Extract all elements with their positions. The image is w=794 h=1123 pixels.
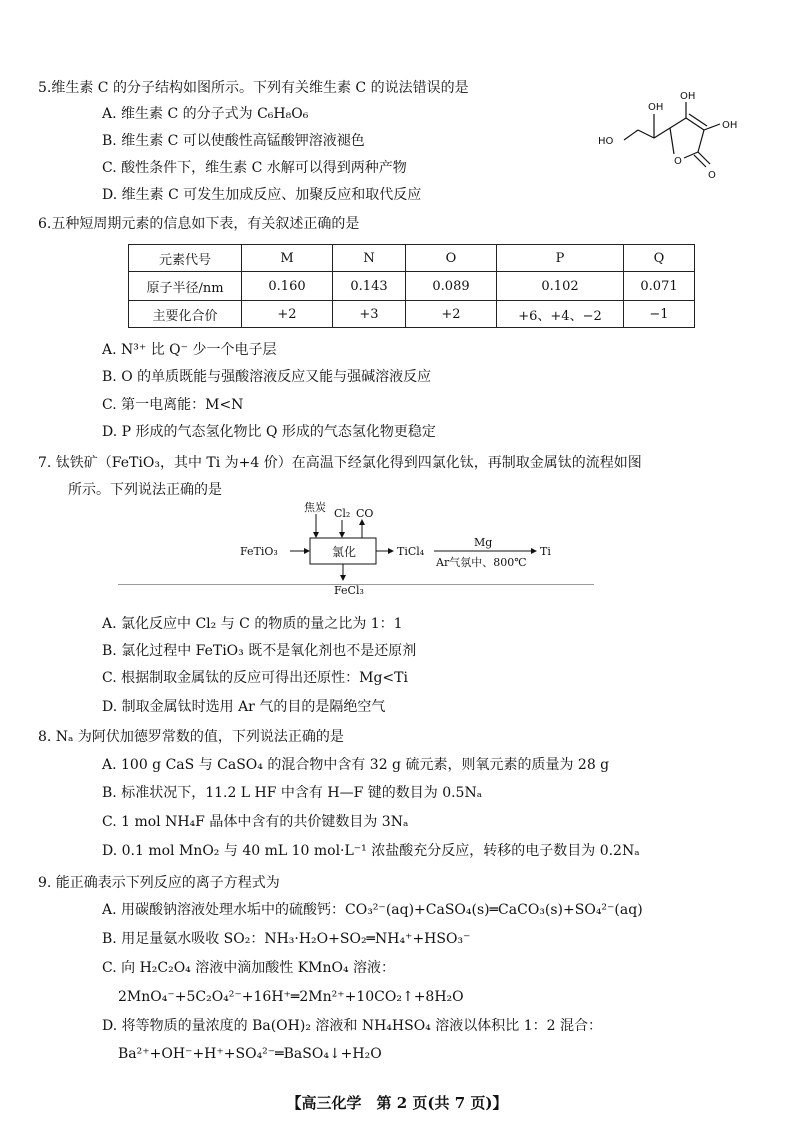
table-cell: 0.089: [406, 272, 497, 301]
table-cell: 0.143: [333, 272, 406, 301]
q8-option-b: B. 标准状况下，11.2 L HF 中含有 H—F 键的数目为 0.5Nₐ: [102, 785, 483, 801]
q6-option-b: B. O 的单质既能与强酸溶液反应又能与强碱溶液反应: [102, 369, 432, 385]
table-cell: 0.071: [624, 272, 695, 301]
q5-option-d: D. 维生素 C 可发生加成反应、加聚反应和取代反应: [102, 187, 422, 203]
table-cell: P: [497, 245, 624, 272]
vitamin-c-structure-diagram: [594, 88, 764, 188]
struct-ho-left-label: HO: [598, 136, 614, 147]
table-cell: −1: [624, 301, 695, 328]
q7-option-c: C. 根据制取金属钛的反应可得出还原性：Mg<Ti: [102, 670, 408, 686]
flow-product-label: Ti: [540, 545, 551, 558]
table-cell: 0.102: [497, 272, 624, 301]
flow-input-label: FeTiO₃: [240, 545, 278, 558]
q5-option-a: A. 维生素 C 的分子式为 C₆H₈O₆: [102, 106, 309, 122]
struct-carbonyl-o-label: O: [708, 170, 716, 181]
struct-ring-o-label: O: [674, 156, 682, 167]
table-cell: +6、+4、−2: [497, 301, 624, 328]
q9-option-b: B. 用足量氨水吸收 SO₂：NH₃·H₂O+SO₂═NH₄⁺+HSO₃⁻: [102, 931, 471, 947]
table-cell: +2: [242, 301, 333, 328]
q7-option-b: B. 氯化过程中 FeTiO₃ 既不是氧化剂也不是还原剂: [102, 643, 417, 659]
table-cell: Q: [624, 245, 695, 272]
struct-oh-top2-label: OH: [680, 91, 696, 102]
page-footer: 【高三化学 第 2 页(共 7 页)】: [286, 1094, 508, 1112]
q8-option-c: C. 1 mol NH₄F 晶体中含有的共价键数目为 3Nₐ: [102, 814, 409, 830]
q8-stem: 8. Nₐ 为阿伏加德罗常数的值，下列说法正确的是: [38, 729, 344, 745]
q6-option-d: D. P 形成的气态氢化物比 Q 形成的气态氢化物更稳定: [102, 424, 436, 440]
flow-reagent-label: Mg: [474, 536, 493, 549]
q9-option-d: D. 将等物质的量浓度的 Ba(OH)₂ 溶液和 NH₄HSO₄ 溶液以体积比 1：2 混合：: [102, 1018, 602, 1034]
table-cell: 0.160: [242, 272, 333, 301]
q9-option-d-equation: Ba²⁺+OH⁻+H⁺+SO₄²⁻═BaSO₄↓+H₂O: [118, 1046, 382, 1062]
table-cell: 原子半径/nm: [129, 272, 242, 301]
divider: [118, 584, 594, 585]
flow-fecl3-label: FeCl₃: [334, 584, 364, 597]
flow-condition-label: Ar气氛中、800℃: [436, 556, 527, 569]
q5-option-b: B. 维生素 C 可以使酸性高锰酸钾溶液褪色: [102, 133, 365, 149]
q8-option-a: A. 100 g CaS 与 CaSO₄ 的混合物中含有 32 g 硫元素，则氧元素的质量为 28 g: [102, 757, 610, 773]
struct-oh-right-label: OH: [722, 120, 738, 131]
element-info-table: [128, 244, 695, 328]
table-cell: +3: [333, 301, 406, 328]
flow-co-label: CO: [356, 507, 374, 520]
table-cell: O: [406, 245, 497, 272]
table-cell: +2: [406, 301, 497, 328]
flow-coke-label: 焦炭: [304, 501, 326, 514]
table-cell: N: [333, 245, 406, 272]
q9-option-c: C. 向 H₂C₂O₄ 溶液中滴加酸性 KMnO₄ 溶液：: [102, 960, 396, 976]
table-row: [129, 245, 695, 272]
q8-option-d: D. 0.1 mol MnO₂ 与 40 mL 10 mol·L⁻¹ 浓盐酸充分反应，转移的电子数目为 0.2Nₐ: [102, 843, 640, 859]
q9-option-c-equation: 2MnO₄⁻+5C₂O₄²⁻+16H⁺═2Mn²⁺+10CO₂↑+8H₂O: [118, 989, 464, 1005]
q5-stem: 5.维生素 C 的分子结构如图所示。下列有关维生素 C 的说法错误的是: [38, 80, 469, 96]
table-row: [129, 301, 695, 328]
titanium-process-flow-diagram: [240, 500, 570, 600]
q7-stem-line1: 7. 钛铁矿（FeTiO₃，其中 Ti 为+4 价）在高温下经氯化得到四氯化钛，再制取金属钛的流程如图: [38, 455, 642, 471]
table-cell: 主要化合价: [129, 301, 242, 328]
q7-stem-line2: 所示。下列说法正确的是: [68, 482, 222, 498]
q6-option-c: C. 第一电离能：M<N: [102, 397, 244, 413]
q6-stem: 6.五种短周期元素的信息如下表，有关叙述正确的是: [38, 216, 360, 232]
flow-output-label: TiCl₄: [397, 545, 425, 558]
table-row: [129, 272, 695, 301]
q7-option-a: A. 氯化反应中 Cl₂ 与 C 的物质的量之比为 1：1: [102, 616, 403, 632]
q5-option-c: C. 酸性条件下，维生素 C 水解可以得到两种产物: [102, 160, 407, 176]
flow-cl2-label: Cl₂: [334, 507, 351, 520]
struct-oh-top1-label: OH: [648, 102, 664, 113]
q9-stem: 9. 能正确表示下列反应的离子方程式为: [38, 875, 280, 891]
q9-option-a: A. 用碳酸钠溶液处理水垢中的硫酸钙：CO₃²⁻(aq)+CaSO₄(s)═CaCO₃(s)+SO₄²⁻(aq): [102, 902, 643, 918]
table-cell: 元素代号: [129, 245, 242, 272]
q7-option-d: D. 制取金属钛时选用 Ar 气的目的是隔绝空气: [102, 699, 386, 715]
table-cell: M: [242, 245, 333, 272]
flow-box-label: 氯化: [332, 545, 357, 559]
q6-option-a: A. N³⁺ 比 Q⁻ 少一个电子层: [102, 342, 277, 358]
